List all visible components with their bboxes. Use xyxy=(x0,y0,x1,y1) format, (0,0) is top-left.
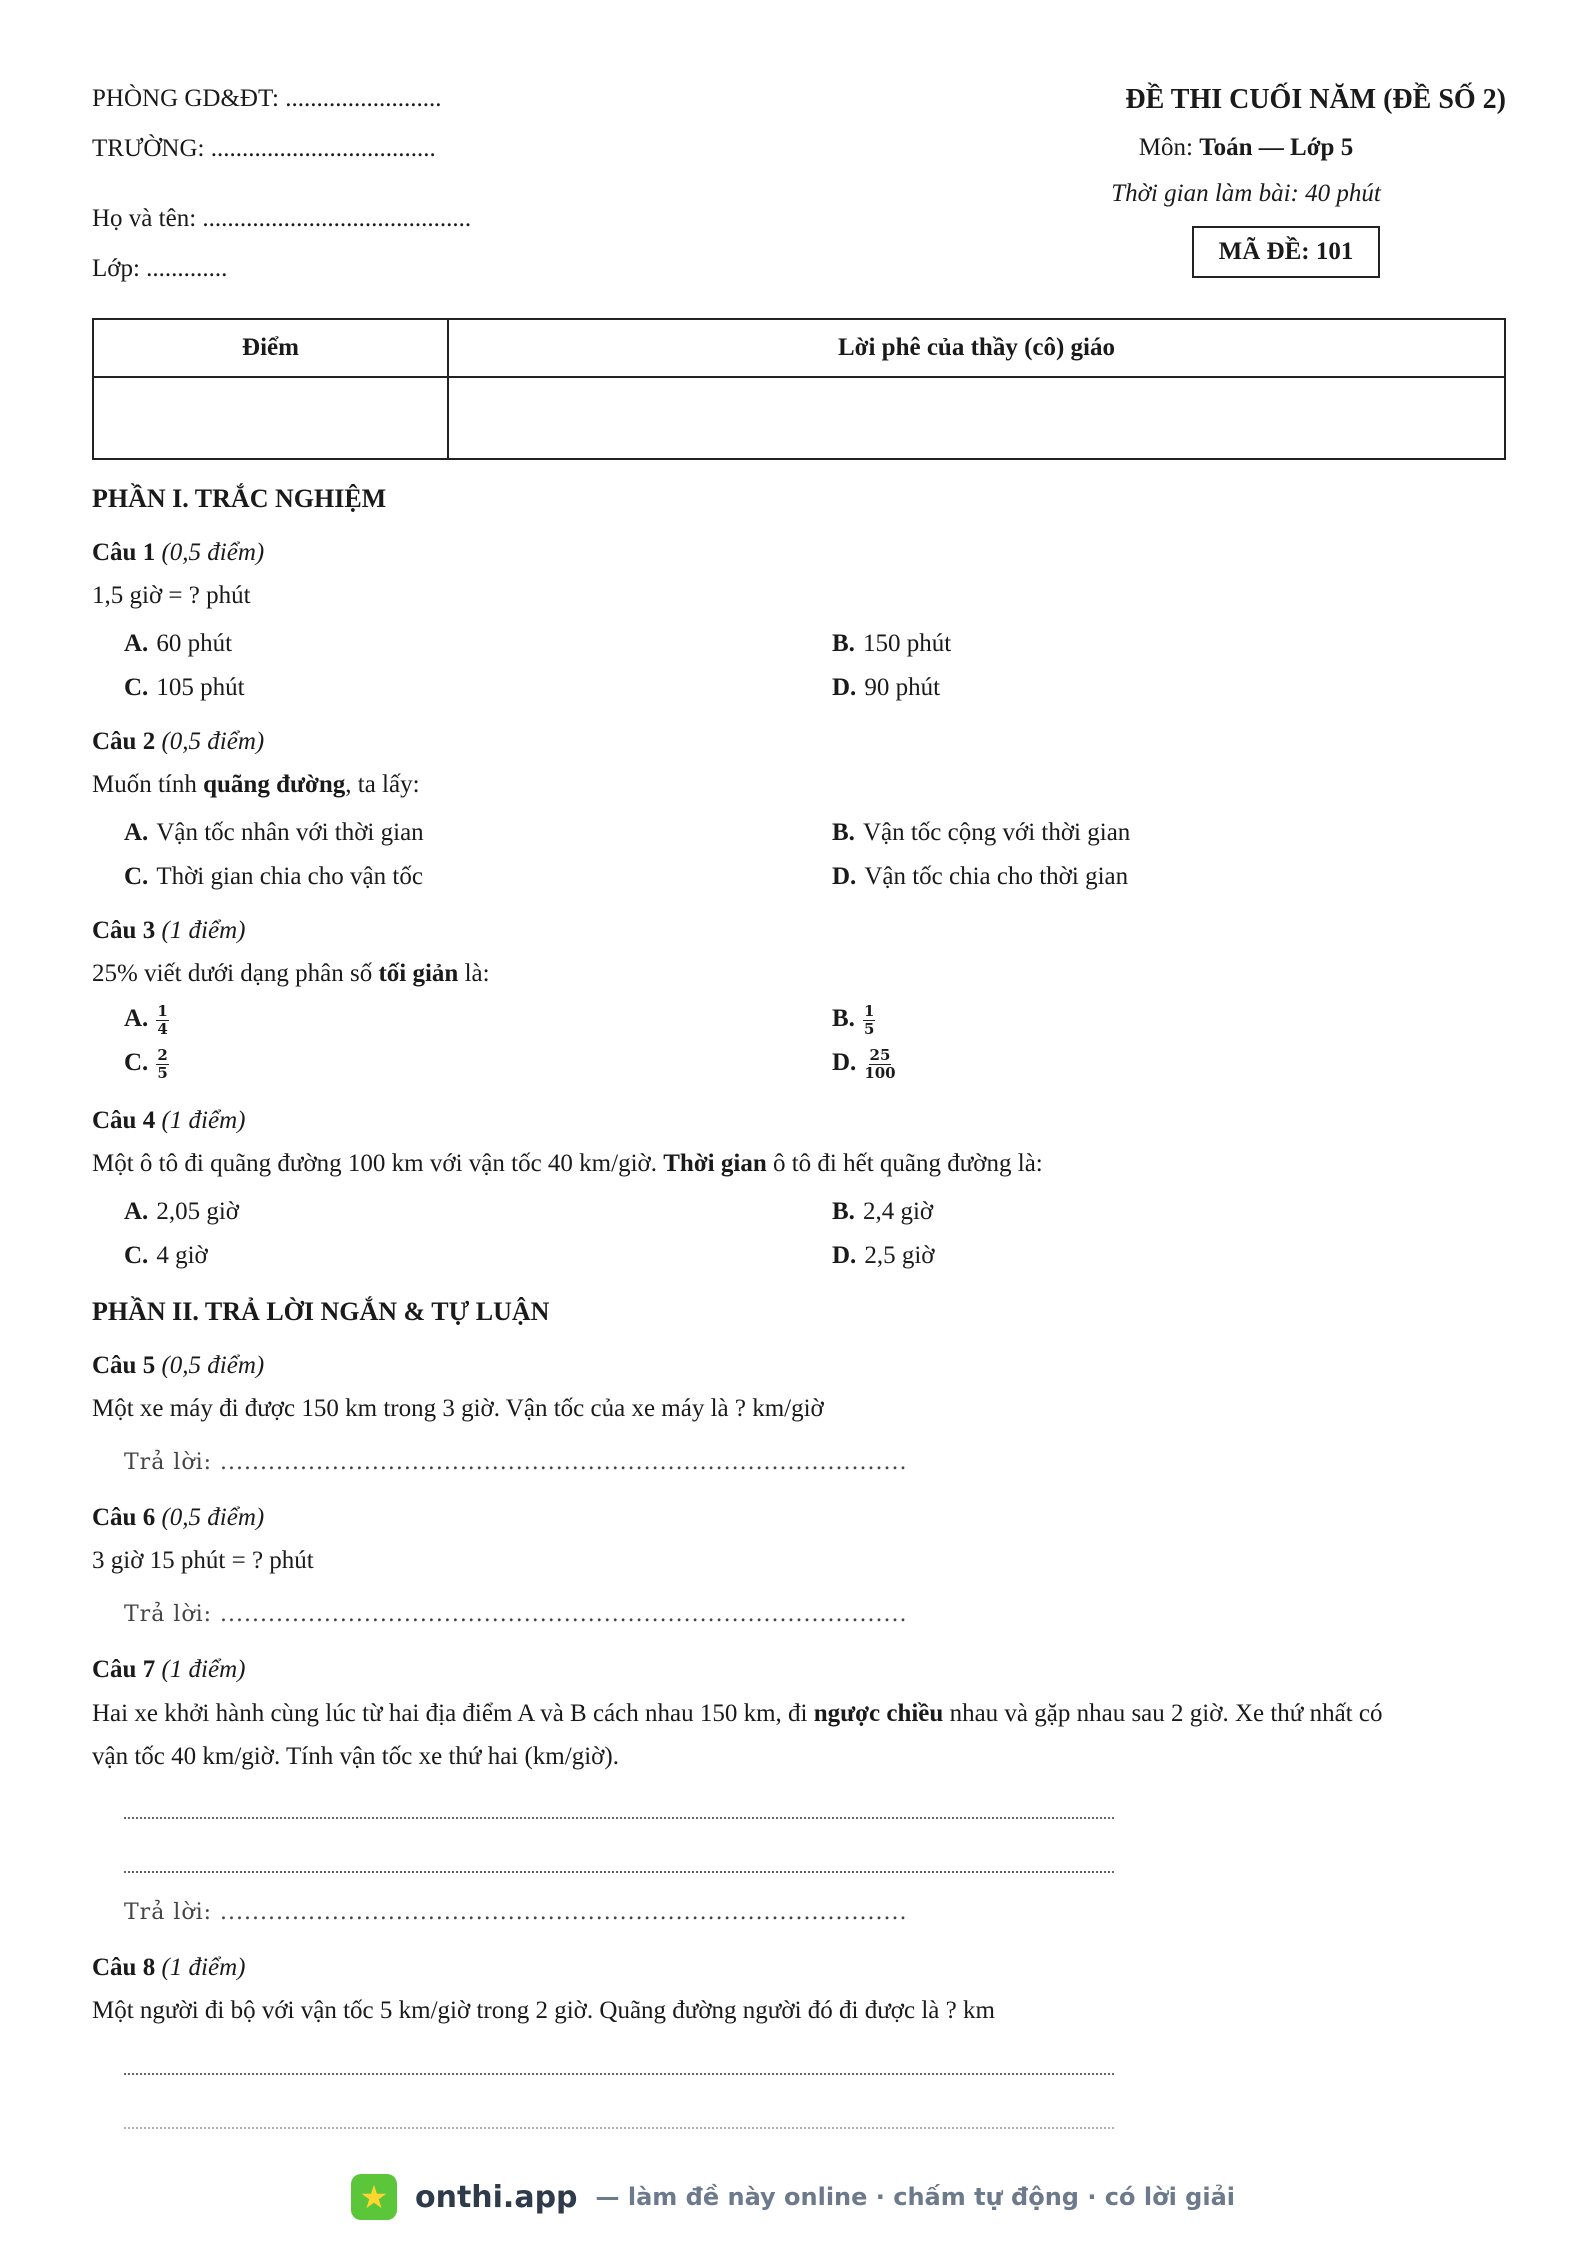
question-5-heading: Câu 5 (0,5 điểm) xyxy=(92,1352,265,1379)
answer-line[interactable]: Trả lời: ...................................................................................... xyxy=(124,1900,908,1925)
score-table xyxy=(92,318,1506,460)
q4-option-a[interactable]: A. 2,05 giờ xyxy=(124,1198,239,1225)
question-8-stem: Một người đi bộ với vận tốc 5 km/giờ trong 2 giờ. Quãng đường người đó đi được là ? km xyxy=(92,1997,995,2024)
working-line[interactable] xyxy=(124,1871,1114,1873)
fraction: $\frac{1}{4}$ xyxy=(157,1002,168,1038)
question-7-stem-line2: vận tốc 40 km/giờ. Tính vận tốc xe thứ hai (km/giờ). xyxy=(92,1743,619,1770)
brand-name[interactable]: onthi.app xyxy=(414,2179,578,2215)
q1-option-a[interactable]: A. 60 phút xyxy=(124,630,233,657)
question-3-heading: Câu 3 (1 điểm) xyxy=(92,917,246,944)
exam-time: Thời gian làm bài: 40 phút xyxy=(1111,180,1381,207)
subject-value: Toán — Lớp 5 xyxy=(1199,134,1354,161)
q1-option-c[interactable]: C. 105 phút xyxy=(124,674,245,701)
question-4-stem: Một ô tô đi quãng đường 100 km với vận tốc 40 km/giờ. Thời gian ô tô đi hết quãng đường là: xyxy=(92,1150,1043,1177)
q1-option-d[interactable]: D. 90 phút xyxy=(832,674,941,701)
comment-cell[interactable] xyxy=(448,377,1505,459)
subject xyxy=(986,134,1506,162)
question-2-heading: Câu 2 (0,5 điểm) xyxy=(92,728,265,755)
q3-option-a[interactable]: A. $\frac{1}{4}$ xyxy=(124,1002,168,1038)
question-5-stem: Một xe máy đi được 150 km trong 3 giờ. Vận tốc của xe máy là ? km/giờ xyxy=(92,1395,824,1422)
q1-option-b[interactable]: B. 150 phút xyxy=(832,630,952,657)
question-8-heading: Câu 8 (1 điểm) xyxy=(92,1954,246,1981)
answer-line[interactable]: Trả lời: ...................................................................................... xyxy=(124,1450,908,1475)
score-header: Điểm xyxy=(93,319,448,377)
name-field: Họ và tên: ........................................... xyxy=(92,205,472,232)
working-line[interactable] xyxy=(124,2127,1114,2129)
question-7-stem: Hai xe khởi hành cùng lúc từ hai địa điểm A và B cách nhau 150 km, đi ngược chiều nhau và gặp nhau sau 2 giờ. Xe thứ nhất có xyxy=(92,1700,1383,1727)
working-line[interactable] xyxy=(124,1817,1114,1819)
question-1-stem: 1,5 giờ = ? phút xyxy=(92,582,251,609)
q3-option-c[interactable]: C. $\frac{2}{5}$ xyxy=(124,1046,168,1082)
question-1-heading xyxy=(92,539,264,567)
question-6-stem: 3 giờ 15 phút = ? phút xyxy=(92,1547,314,1574)
q4-option-c[interactable]: C. 4 giờ xyxy=(124,1242,208,1269)
q3-option-d[interactable]: D. $\frac{25}{100}$ xyxy=(832,1046,896,1082)
question-6-heading: Câu 6 (0,5 điểm) xyxy=(92,1504,265,1531)
q2-option-a[interactable]: A. Vận tốc nhân với thời gian xyxy=(124,819,424,846)
question-2-stem: Muốn tính quãng đường, ta lấy: xyxy=(92,771,420,798)
part2-title: PHẦN II. TRẢ LỜI NGẮN & TỰ LUẬN xyxy=(92,1297,550,1326)
score-cell[interactable] xyxy=(93,377,448,459)
school-field: TRƯỜNG: .................................... xyxy=(92,135,436,162)
fraction: $\frac{2}{5}$ xyxy=(157,1046,168,1082)
question-points: (0,5 điểm) xyxy=(161,539,265,566)
question-7-heading: Câu 7 (1 điểm) xyxy=(92,1656,246,1683)
part1-title: PHẦN I. TRẮC NGHIỆM xyxy=(92,484,387,513)
q2-option-b[interactable]: B. Vận tốc cộng với thời gian xyxy=(832,819,1131,846)
q4-option-b[interactable]: B. 2,4 giờ xyxy=(832,1198,934,1225)
question-4-heading: Câu 4 (1 điểm) xyxy=(92,1107,246,1134)
department-field: PHÒNG GD&ĐT: ......................... xyxy=(92,85,442,112)
exam-title: ĐỀ THI CUỐI NĂM (ĐỀ SỐ 2) xyxy=(1125,84,1506,115)
answer-line[interactable]: Trả lời: ...................................................................................... xyxy=(124,1602,908,1627)
question-number: Câu 1 xyxy=(92,539,156,566)
fraction: $\frac{25}{100}$ xyxy=(864,1046,896,1082)
question-3-stem: 25% viết dưới dạng phân số tối giản là: xyxy=(92,960,490,987)
star-icon: ★ xyxy=(359,2178,389,2216)
footer-banner[interactable] xyxy=(0,2172,1586,2222)
q4-option-d[interactable]: D. 2,5 giờ xyxy=(832,1242,935,1269)
exam-code: MÃ ĐỀ: 101 xyxy=(1192,226,1380,278)
footer-tagline: — làm đề này online · chấm tự động · có lời giải xyxy=(595,2183,1235,2211)
comment-header: Lời phê của thầy (cô) giáo xyxy=(448,319,1505,377)
q2-option-c[interactable]: C. Thời gian chia cho vận tốc xyxy=(124,863,423,890)
subject-label: Môn: xyxy=(1138,134,1200,161)
q3-option-b[interactable]: B. $\frac{1}{5}$ xyxy=(832,1002,875,1038)
class-field: Lớp: ............. xyxy=(92,255,228,282)
app-logo xyxy=(351,2174,397,2220)
working-line[interactable] xyxy=(124,2073,1114,2075)
q2-option-d[interactable]: D. Vận tốc chia cho thời gian xyxy=(832,863,1129,890)
fraction: $\frac{1}{5}$ xyxy=(863,1002,875,1038)
